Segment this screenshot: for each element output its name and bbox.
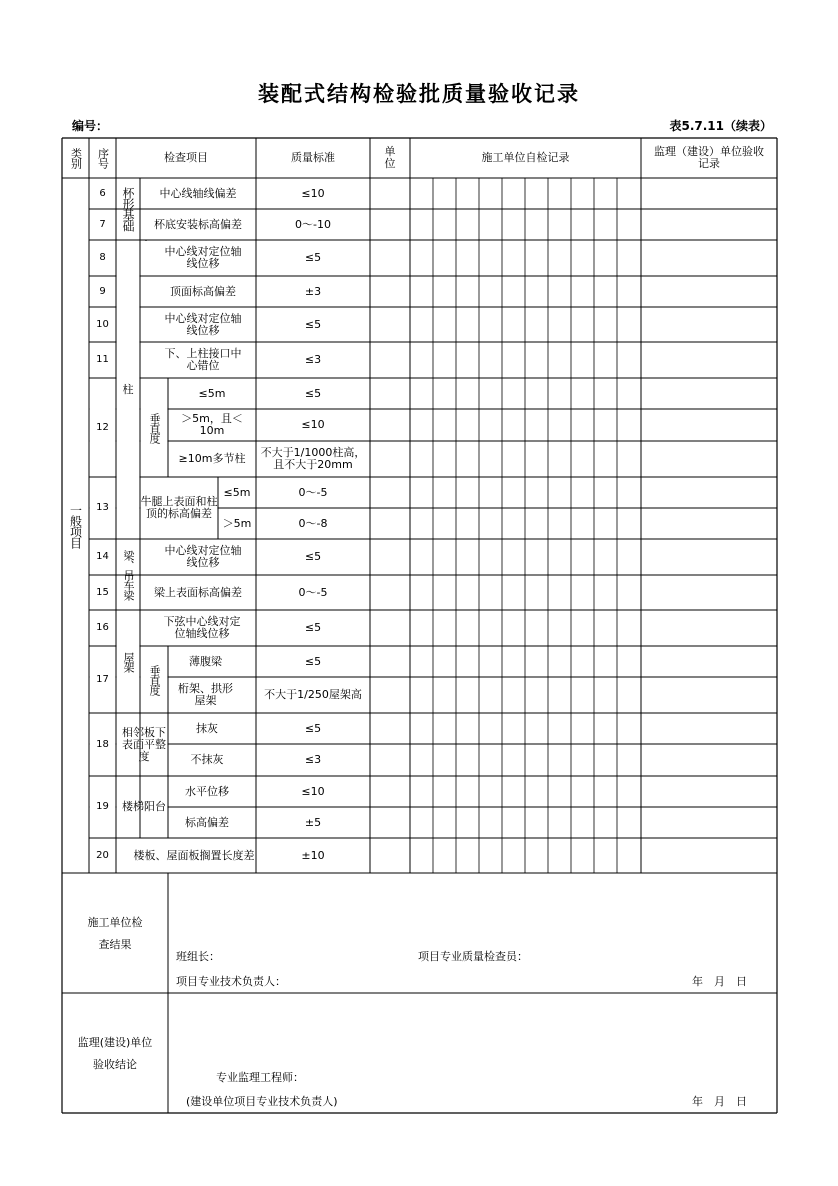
row-standard: 0～-5	[298, 485, 328, 499]
row-item: 杯底安装标高偏差	[154, 217, 242, 231]
row-sub-item: 抹灰	[196, 721, 218, 735]
row-standard: ±5	[304, 815, 322, 829]
row-seq: 13	[96, 502, 109, 513]
category-general: 一般项目	[68, 503, 83, 548]
group-column: 柱	[122, 382, 134, 396]
header-unit: 单位	[384, 145, 396, 170]
row-standard: ±3	[304, 284, 322, 298]
row-seq: 6	[99, 187, 106, 199]
row-seq: 17	[96, 673, 109, 685]
row-sub-item: ≥10m多节柱	[178, 452, 246, 465]
supervision-engineer-label: 专业监理工程师：	[216, 1071, 304, 1084]
row-sub-item: ＞5m，且＜10m	[181, 412, 243, 437]
row-item: 下、上柱接口中心错位	[164, 347, 242, 372]
row-standard: ≤3	[304, 353, 322, 366]
group-stair: 楼梯阳台	[122, 800, 166, 813]
row-standard: 不大于1/1000柱高，且不大于20mm	[260, 446, 366, 471]
header-supervision: 监理（建设）单位验收记录	[654, 145, 764, 170]
header-standard: 质量标准	[291, 151, 335, 164]
row-item: 梁上表面标高偏差	[154, 585, 242, 599]
row-item: 顶面标高偏差	[170, 284, 236, 298]
row-standard: 0～-5	[298, 585, 328, 599]
row-seq: 14	[96, 551, 109, 562]
row-seq: 10	[96, 318, 109, 330]
team-leader-label: 班组长：	[176, 950, 220, 963]
row-sub-item: ＞5m	[222, 516, 252, 530]
row-sub-item: ≤5m	[198, 386, 226, 400]
group-beam: 梁、吊车梁	[122, 549, 135, 600]
page-title: 装配式结构检验批质量验收记录	[258, 82, 580, 106]
row-standard: ≤5	[304, 251, 322, 264]
row-seq: 9	[99, 285, 106, 297]
row-standard: ≤5	[304, 386, 322, 400]
quality-inspector-label: 项目专业质量检查员：	[418, 950, 528, 963]
owner-rep-label: (建设单位项目专业技术负责人)	[186, 1095, 338, 1108]
group-vertical-b: 垂直度	[148, 664, 161, 695]
tech-leader-label: 项目专业技术负责人：	[176, 975, 286, 988]
row-item: 中心线对定位轴线位移	[164, 311, 242, 337]
row-item: 中心线对定位轴线位移	[164, 245, 242, 270]
row-sub-item: 不抹灰	[190, 753, 224, 766]
table-ref: 表5.7.11（续表）	[669, 119, 772, 133]
row-item: 下弦中心线对定位轴线位移	[163, 615, 241, 640]
row-standard: ≤5	[304, 317, 322, 331]
row-standard: ≤5	[304, 721, 322, 735]
row-item: 楼板、屋面板搁置长度差	[133, 848, 255, 862]
row-seq: 11	[96, 354, 109, 365]
row-standard: 0～-8	[298, 516, 328, 530]
construction-label: 施工单位检查结果	[87, 916, 143, 951]
row-seq: 7	[99, 218, 106, 230]
row-seq: 20	[96, 849, 109, 861]
row-seq: 18	[96, 738, 109, 750]
header-seq: 序号	[96, 148, 110, 168]
row-standard: ≤10	[301, 186, 325, 200]
header-self-check: 施工单位自检记录	[481, 151, 570, 164]
row-item: 中心线轴线偏差	[159, 186, 237, 200]
row-sub-item: ≤5m	[223, 485, 251, 499]
supervision-label: 监理(建设)单位验收结论	[77, 1036, 153, 1071]
row-sub-item: 标高偏差	[185, 815, 229, 829]
group-slab: 相邻板下表面平整度	[122, 725, 166, 763]
group-vertical-a: 垂直度	[148, 412, 161, 443]
group-truss: 屋架	[122, 651, 135, 672]
row-sub-item: 桁架、拱形屋架	[178, 682, 233, 707]
row-standard: ≤10	[301, 418, 325, 431]
row-seq: 19	[96, 801, 109, 812]
group-cup-base: 杯形基础	[121, 187, 135, 231]
header-item: 检查项目	[164, 151, 208, 164]
header-category: 类别	[69, 148, 83, 168]
supervision-date: 年 月 日	[692, 1095, 747, 1108]
row-standard: ±10	[301, 848, 325, 862]
row-seq: 16	[96, 622, 109, 633]
row-sub-item: 薄腹梁	[189, 654, 222, 668]
group-corbel: 牛腿上表面和柱顶的标高偏差	[140, 495, 218, 520]
row-seq: 15	[96, 586, 109, 598]
row-standard: 不大于1/250屋架高	[264, 688, 362, 701]
row-standard: ≤3	[304, 753, 322, 766]
row-standard: 0～-10	[295, 217, 331, 231]
row-standard: ≤5	[304, 621, 322, 634]
row-standard: ≤5	[304, 654, 322, 668]
construction-date: 年 月 日	[692, 975, 747, 988]
row-standard: ≤5	[304, 550, 322, 563]
row-seq: 8	[99, 252, 106, 263]
row-seq: 12	[96, 421, 109, 433]
row-standard: ≤10	[301, 784, 325, 798]
row-item: 中心线对定位轴线位移	[164, 544, 242, 569]
code-label: 编号：	[72, 119, 109, 133]
row-sub-item: 水平位移	[185, 784, 229, 798]
